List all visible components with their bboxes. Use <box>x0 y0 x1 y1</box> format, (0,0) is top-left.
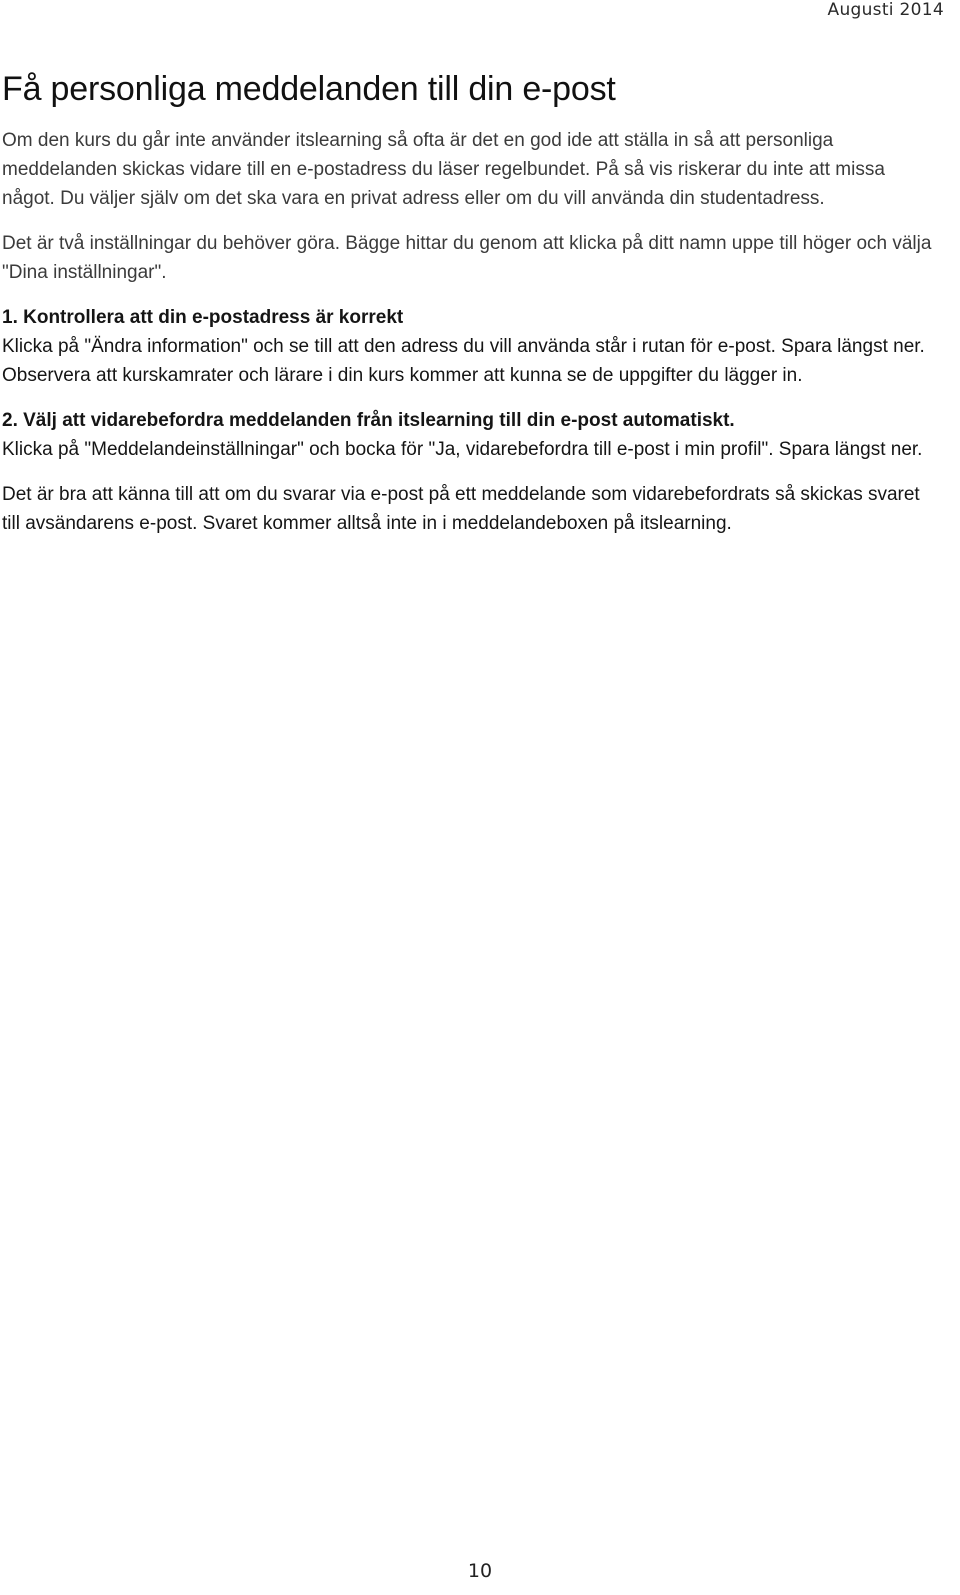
step-1-body: Klicka på "Ändra information" och se till att den adress du vill använda står i rutan för e-post. Spara längst ner. Observera att kurskamrater och lärare i din kurs kommer att kunna se de uppgifter du lägger in. <box>2 336 925 386</box>
header-date: Augusti 2014 <box>827 0 944 20</box>
note-paragraph: Det är bra att känna till att om du svarar via e-post på ett meddelande som vidarebefordrats så skickas svaret till avsändarens e-post. Svaret kommer alltså inte in i meddelandeboxen på itslearning. <box>2 484 920 534</box>
step-2-body: Klicka på "Meddelandeinställningar" och bocka för "Ja, vidarebefordra till e-post i min profil". Spara längst ner. <box>2 439 923 460</box>
document-body <box>2 66 937 554</box>
step-1-section <box>2 303 937 390</box>
page-title: Få personliga meddelanden till din e-post <box>2 70 616 108</box>
step-1-heading: 1. Kontrollera att din e-postadress är korrekt <box>2 307 404 328</box>
step-2-heading: 2. Välj att vidarebefordra meddelanden från itslearning till din e-post automatiskt. <box>2 410 735 431</box>
intro-paragraph: Om den kurs du går inte använder itslearning så ofta är det en god ide att ställa in så att personliga meddelanden skickas vidare till en e-postadress du läser regelbundet. På så vis riskerar du inte att missa något. Du väljer själv om det ska vara en privat adress eller om du vill använda din studentadress. <box>2 130 885 209</box>
settings-paragraph: Det är två inställningar du behöver göra. Bägge hittar du genom att klicka på ditt namn uppe till höger och välja "Dina inställningar". <box>2 233 932 283</box>
page-number: 10 <box>467 1560 493 1582</box>
step-2-section <box>2 406 937 464</box>
